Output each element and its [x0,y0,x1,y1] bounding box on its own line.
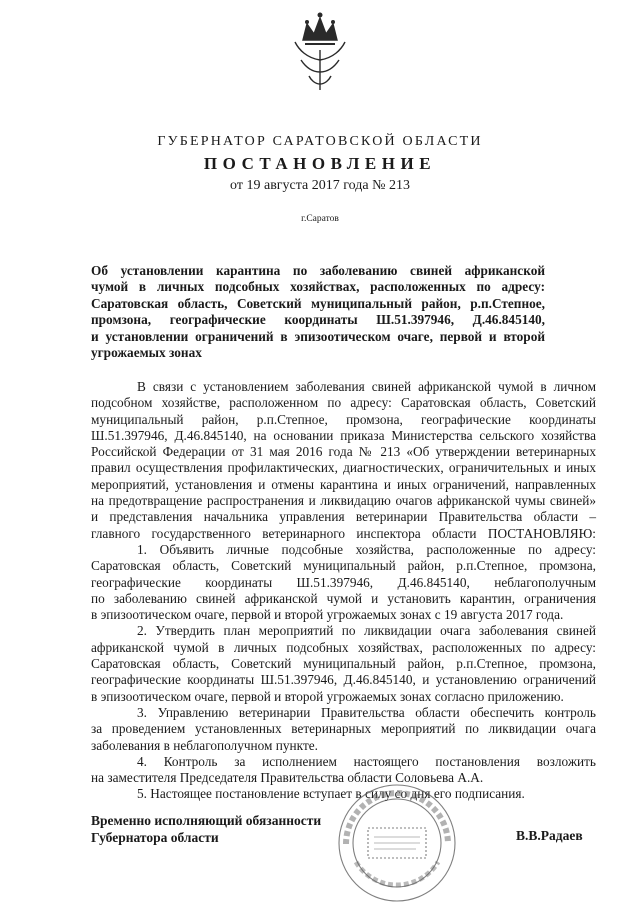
signatory-position-line: Губернатора области [91,830,219,845]
body-line: 1. Объявить личные подсобные хозяйства, расположенные по адресу: [137,541,596,557]
official-stamp [336,782,458,904]
body-line: 2. Утвердить план мероприятий по ликвидации очага заболевания свиней [137,623,596,639]
clause-2 [91,623,596,704]
body-line: Российской Федерации от 31 мая 2016 года № 213 «Об утверждении ветеринарных [91,444,596,460]
title-line: угрожаемых зонах [91,345,202,361]
body-line: географические координаты Ш.51.397946, Д.46.845140, и установлению ограничений [91,672,596,688]
body-line: Саратовская область, Советский муниципальный район, р.п.Степное, промзона, [91,656,596,672]
body-line: африканской чумой в личных подсобных хозяйствах, расположенных по адресу: [91,639,596,655]
body-line: 5. Настоящее постановление вступает в силу со дня его подписания. [137,786,525,802]
body-line: в эпизоотическом очаге, первой и второй угрожаемых зонах согласно приложению. [91,688,564,704]
title-line: Саратовская область, Советский муниципальный район, р.п.Степное, [91,295,545,311]
issuing-authority: ГУБЕРНАТОР САРАТОВСКОЙ ОБЛАСТИ [157,134,483,149]
body-line: в эпизоотическом очаге, первой и второй угрожаемых зонах с 19 августа 2017 года. [91,607,564,623]
body-line: В связи с установлением заболевания свиней африканской чумой в личном [137,379,596,394]
document-title [91,263,545,361]
document-body [91,379,596,803]
body-line: главного государственного ветеринарного инспектора области ПОСТАНОВЛЯЮ: [91,525,596,541]
body-line: муниципальный район, р.п.Степное, промзона, географические координаты [91,411,596,427]
crown-emblem-icon [285,10,355,110]
body-line: на заместителя Председателя Правительства области Соловьева А.А. [91,770,484,786]
title-line: Об установлении карантина по заболеванию свиней африканской [91,263,545,278]
signatory-position [91,812,321,846]
body-line: заболевания в неблагополучном пункте. [91,737,318,753]
clause-3 [91,705,596,754]
body-line: Ш.51.397946, Д.46.845140, на основании приказа Министерства сельского хозяйства [91,427,596,443]
clause-1 [91,542,596,623]
body-line: по заболеванию свиней африканской чумой и установить карантин, ограничения [91,590,596,606]
body-line: Саратовская область, Советский муниципальный район, р.п.Степное, промзона, [91,558,596,574]
title-line: и установлении ограничений в эпизоотическом очаге, первой и второй [91,328,545,344]
body-line: подсобном хозяйстве, расположенном по адресу: Саратовская область, Советский [91,395,596,411]
body-line: мероприятий, установления и отмены карантина и иных ограничений, направленных [91,476,596,492]
body-line: 4. Контроль за исполнением настоящего постановления возложить [137,753,596,769]
document-city: г.Саратов [301,214,339,224]
body-line: правил осуществления профилактических, диагностических, ограничительных и иных [91,460,596,476]
preamble-paragraph [91,379,596,542]
document-type-heading: ПОСТАНОВЛЕНИЕ [203,154,437,173]
body-line: на предотвращение распространения и ликвидацию очагов африканской чумы свиней» [91,493,596,509]
title-line: чумой в личных подсобных хозяйствах, расположенных по адресу: [91,279,545,295]
body-line: и представления начальника управления ветеринарии Правительства области – [91,509,596,525]
document-date-number: от 19 августа 2017 года № 213 [230,178,410,193]
body-line: за проведением установленных ветеринарных мероприятий по ликвидации очага [91,721,596,737]
body-line: 3. Управлению ветеринарии Правительства области обеспечить контроль [137,704,596,720]
signatory-position-line: Временно исполняющий обязанности [91,813,322,828]
body-line: географические координаты Ш.51.397946, Д.46.845140, неблагополучным [91,574,596,590]
signatory-name: В.В.Радаев [516,828,583,843]
title-line: промзона, географические координаты Ш.51.397946, Д.46.845140, [91,312,545,328]
